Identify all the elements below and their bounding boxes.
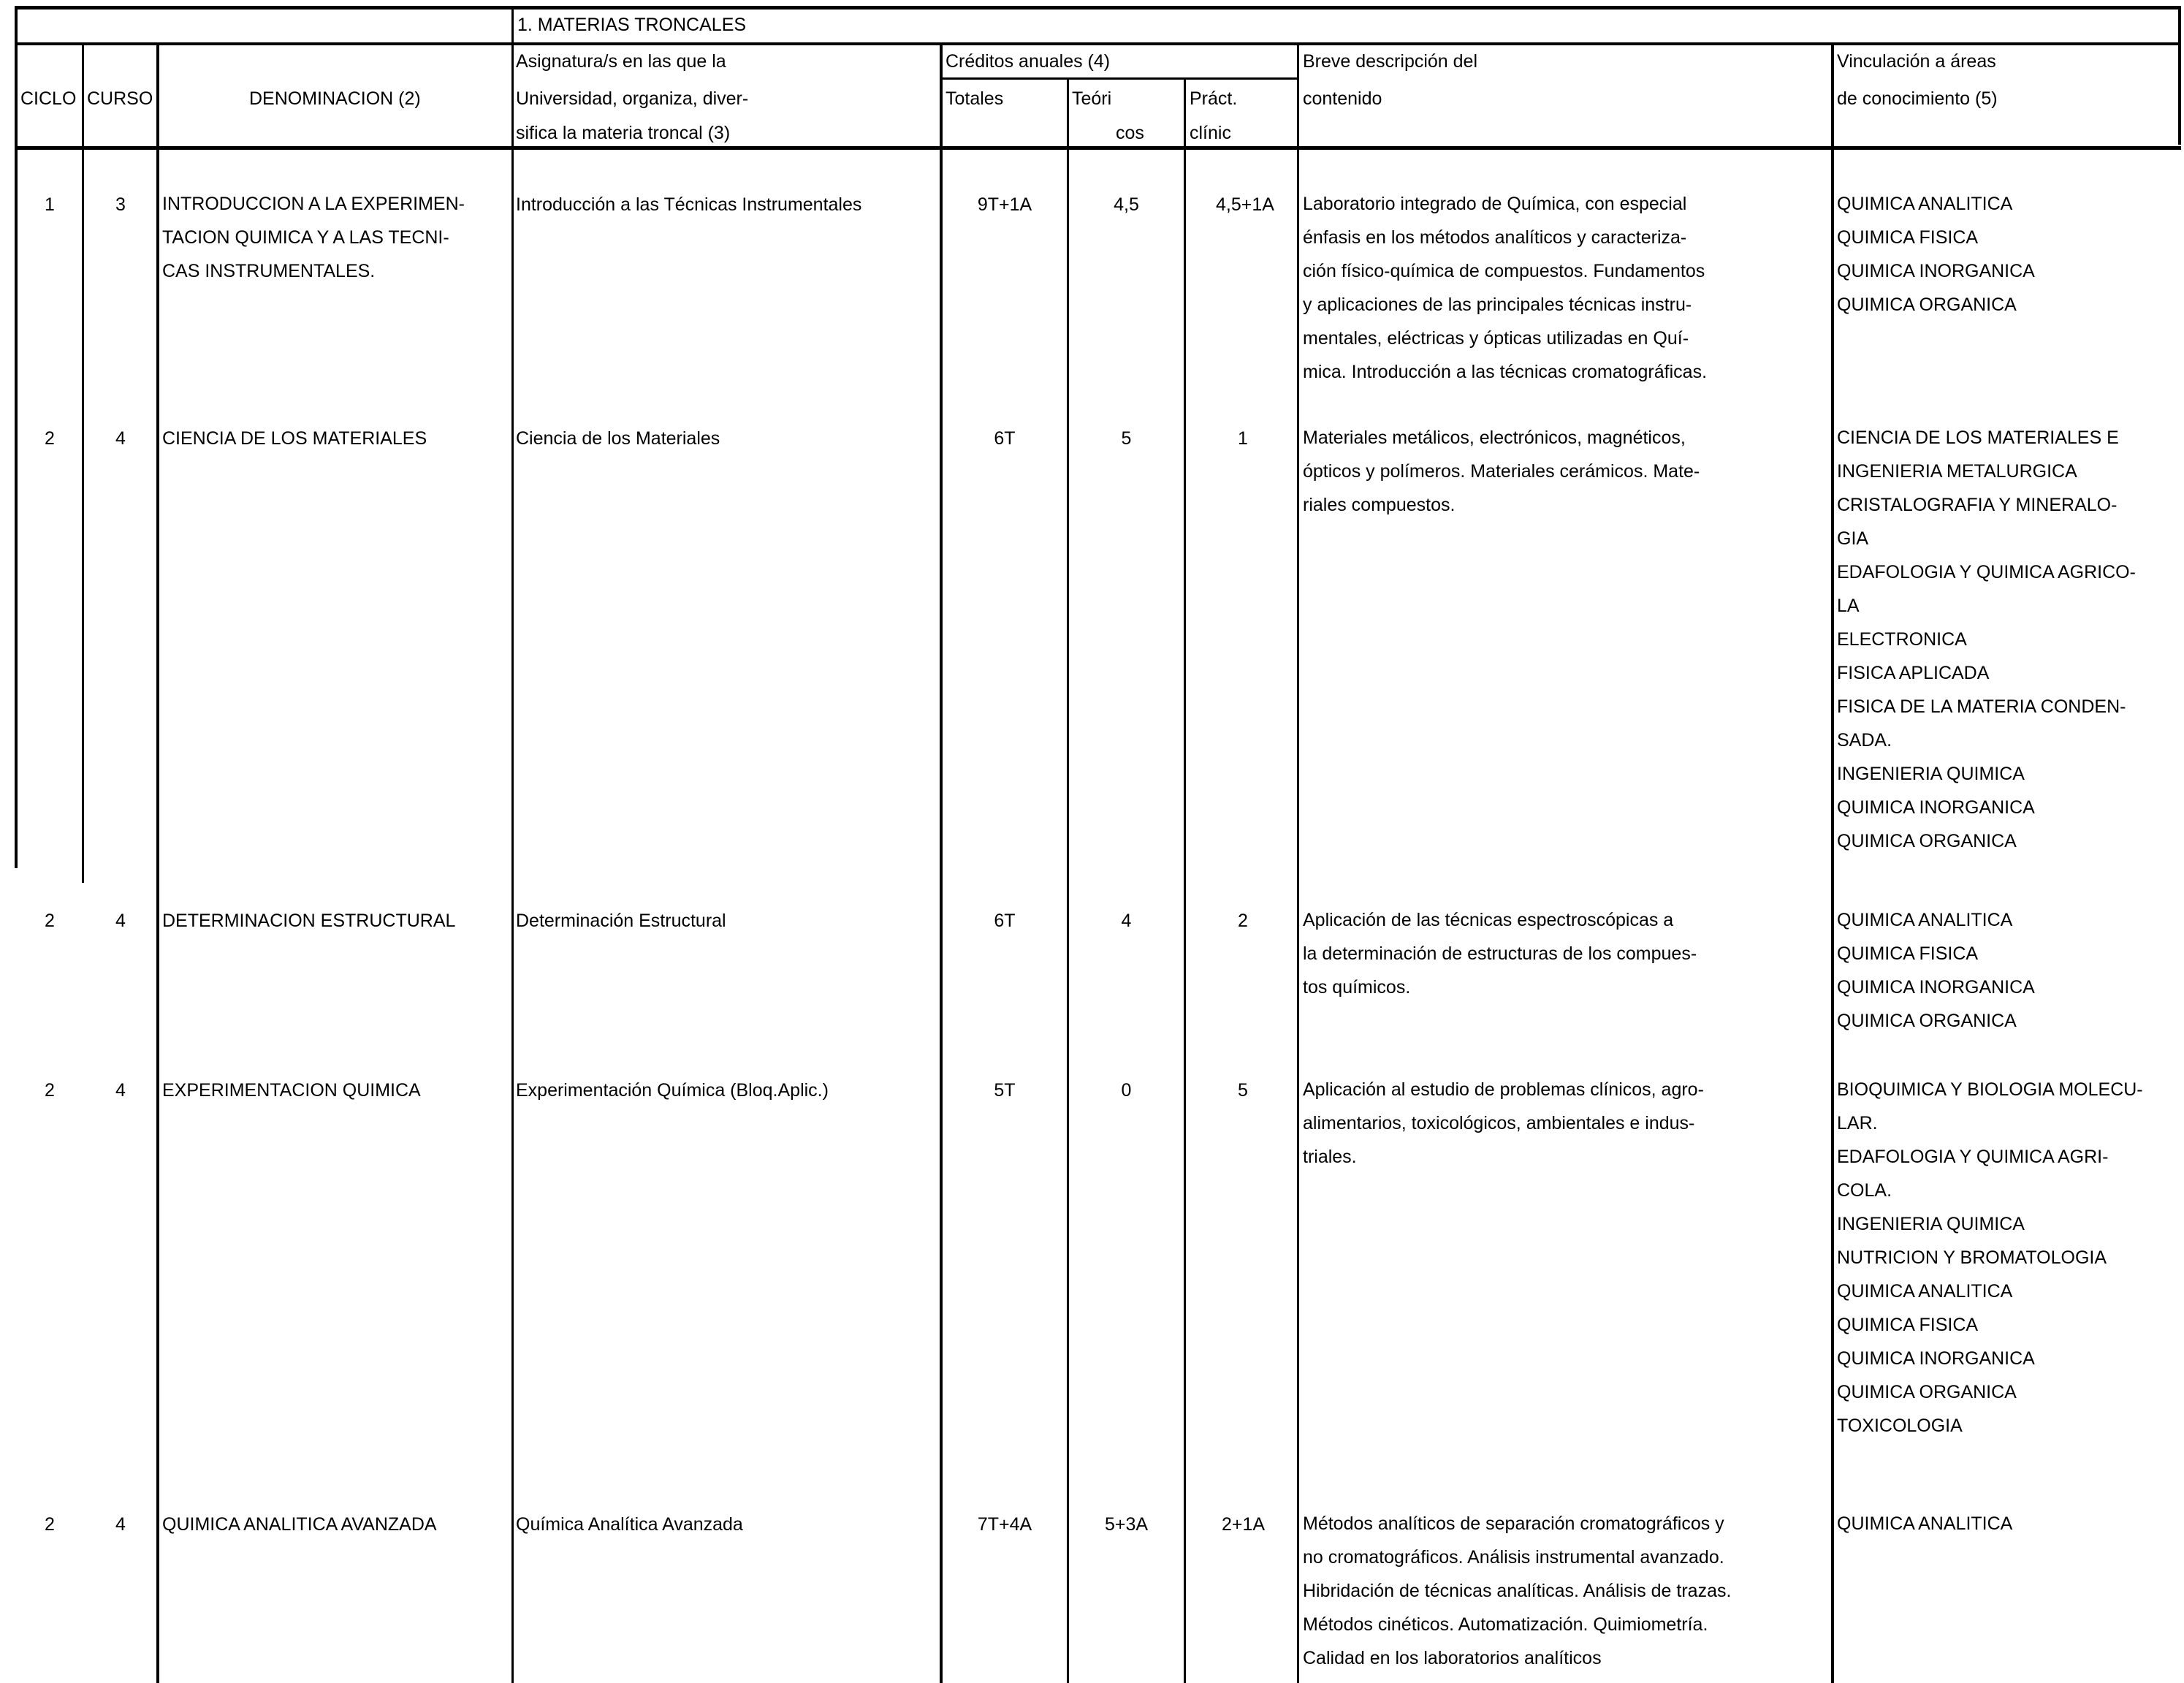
row-teoricos: 5+3A [1104,1514,1149,1535]
col-line-totales [1067,77,1069,1683]
frame-top-line [15,6,2181,10]
col-line-denominacion [511,6,514,1683]
row-ciclo: 2 [45,428,55,449]
row-descripcion: Aplicación al estudio de problemas clínicos, agro- alimentarios, toxicológicos, ambientales e indus- triales. [1303,1079,1704,1167]
header-practicos-2: clínic [1190,123,1231,143]
col-line-curso [156,42,159,1683]
header-descripcion-1: Breve descripción del [1303,51,1478,72]
header-vinculacion-2: de conocimiento (5) [1837,88,1998,109]
row-practicos: 1 [1238,428,1248,449]
header-teoricos-1: Teóri [1072,88,1112,109]
row-descripcion: Métodos analíticos de separación cromatográficos y no cromatográficos. Análisis instrumental avanzado. Hibridación de técnicas analíticas. Análisis de trazas. Métodos cinéticos. Automatización. Quimiometría. Calidad en los laboratorios analíticos [1303,1513,1732,1668]
header-asignatura-1: Asignatura/s en las que la [516,51,726,72]
row-practicos: 5 [1238,1080,1248,1101]
row-vinculacion: BIOQUIMICA Y BIOLOGIA MOLECU- LAR. EDAFOLOGIA Y QUIMICA AGRI- COLA. INGENIERIA QUIMICA NUTRICION Y BROMATOLOGIA QUIMICA ANALITICA QUIMICA FISICA QUIMICA INORGANICA QUIMICA ORGANICA TOXICOLOGIA [1837,1079,2143,1436]
row-denominacion: CIENCIA DE LOS MATERIALES [162,428,427,449]
row-totales: 9T+1A [977,194,1032,215]
row-teoricos: 4,5 [1114,194,1139,215]
row-asignatura: Química Analítica Avanzada [516,1514,743,1535]
header-denominacion: DENOMINACION (2) [249,88,421,109]
header-totales: Totales [945,88,1004,109]
row-curso: 3 [115,194,126,215]
frame-right-line [2178,6,2181,145]
row-totales: 6T [994,911,1016,931]
row-totales: 5T [994,1080,1016,1101]
row-vinculacion: QUIMICA ANALITICA QUIMICA FISICA QUIMICA INORGANICA QUIMICA ORGANICA [1837,910,2035,1031]
col-line-ciclo [82,42,84,883]
row-asignatura: Ciencia de los Materiales [516,428,720,449]
table-title: 1. MATERIAS TRONCALES [517,15,747,35]
header-practicos-1: Práct. [1190,88,1238,109]
row-ciclo: 2 [45,911,55,931]
row-curso: 4 [115,911,126,931]
header-creditos: Créditos anuales (4) [945,51,1111,72]
col-line-asignatura [940,42,943,1683]
row-denominacion: DETERMINACION ESTRUCTURAL [162,911,456,931]
row-descripcion: Aplicación de las técnicas espectroscópicas a la determinación de estructuras de los compues- tos químicos. [1303,910,1697,998]
header-curso: CURSO [87,88,153,109]
row-asignatura: Determinación Estructural [516,911,726,931]
row-ciclo: 2 [45,1080,55,1101]
row-ciclo: 1 [45,194,55,215]
header-asignatura-2: Universidad, organiza, diver- [516,88,749,109]
row-practicos: 2 [1238,911,1248,931]
header-vinculacion-1: Vinculación a áreas [1837,51,1996,72]
row-denominacion: INTRODUCCION A LA EXPERIMEN- TACION QUIMICA Y A LAS TECNI- CAS INSTRUMENTALES. [162,194,465,281]
row-curso: 4 [115,1514,126,1535]
row-denominacion: EXPERIMENTACION QUIMICA [162,1080,421,1101]
col-line-descripcion [1831,42,1834,1683]
header-teoricos-2: cos [1116,123,1144,143]
row-denominacion: QUIMICA ANALITICA AVANZADA [162,1514,437,1535]
row-teoricos: 0 [1121,1080,1132,1101]
row-totales: 6T [994,428,1016,449]
col-line-practicos [1297,42,1299,1683]
row-teoricos: 4 [1121,911,1132,931]
header-asignatura-3: sifica la materia troncal (3) [516,123,731,143]
row-vinculacion: QUIMICA ANALITICA QUIMICA FISICA QUIMICA INORGANICA QUIMICA ORGANICA [1837,194,2035,315]
col-line-teoricos [1184,77,1186,1683]
row-asignatura: Introducción a las Técnicas Instrumentales [516,194,862,215]
row-descripcion: Laboratorio integrado de Química, con especial énfasis en los métodos analíticos y caracteriza- ción físico-química de compuestos. Fundamentos y aplicaciones de las principales técnicas instru- mentales, eléctricas y ópticas utilizadas en Quí- mica. Introducción a las técnicas cromatográficas. [1303,194,1708,382]
header-bottom-line [15,146,2181,150]
row-ciclo: 2 [45,1514,55,1535]
row-totales: 7T+4A [977,1514,1032,1535]
header-descripcion-2: contenido [1303,88,1382,109]
row-vinculacion: CIENCIA DE LOS MATERIALES E INGENIERIA METALURGICA CRISTALOGRAFIA Y MINERALO- GIA EDAFOLOGIA Y QUIMICA AGRICO- LA ELECTRONICA FISICA APLICADA FISICA DE LA MATERIA CONDEN- SADA. INGENIERIA QUIMICA QUIMICA INORGANICA QUIMICA ORGANICA [1837,428,2136,851]
row-descripcion: Materiales metálicos, electrónicos, magnéticos, ópticos y polímeros. Materiales cerámicos. Mate- riales compuestos. [1303,428,1700,515]
row-vinculacion: QUIMICA ANALITICA [1837,1513,2013,1534]
row-curso: 4 [115,1080,126,1101]
row-teoricos: 5 [1121,428,1132,449]
creditos-sub-line [940,77,1298,80]
title-bottom-line [15,42,2181,45]
row-practicos: 4,5+1A [1216,194,1274,215]
row-asignatura: Experimentación Química (Bloq.Aplic.) [516,1080,829,1101]
row-curso: 4 [115,428,126,449]
header-ciclo: CICLO [20,88,77,109]
row-practicos: 2+1A [1222,1514,1266,1535]
